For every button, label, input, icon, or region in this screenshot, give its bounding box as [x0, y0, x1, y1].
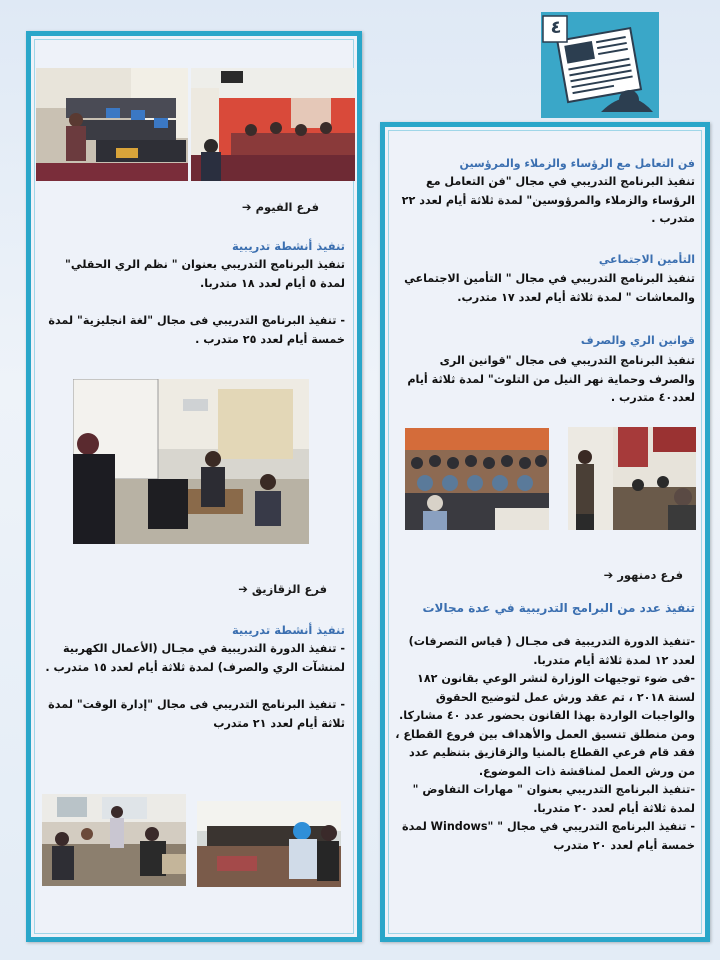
page-number: ٤: [550, 17, 562, 38]
photo-trainer: [568, 427, 696, 530]
photo-audience: [405, 428, 549, 530]
damanhour-title: فرع دمنهور: [617, 568, 683, 582]
newspaper-icon: [541, 12, 659, 118]
section1-body: تنفيذ البرنامج التدريبي في مجال "فن التعامل مع الرؤساء والزملاء والمرؤوسين" لمدة ثلاثة أيام لعدد ٢٢ متدرب .: [401, 175, 695, 225]
section3-body: تنفيذ البرنامج التدريبي فى مجال "قوانين الرى والصرف وحماية نهر النيل من التلوث" لمدة ثلاثة أيام لعدد٤٠ متدرب .: [407, 354, 695, 404]
zagazig-title-row: [238, 582, 327, 596]
section3-title: قوانين الري والصرف: [580, 334, 695, 347]
arrow-left-icon: ➔: [603, 568, 614, 582]
arrow-left-icon: ➔: [241, 200, 252, 214]
photo-lecture: [73, 379, 309, 544]
right-panel: [380, 122, 710, 942]
section2-title: التأمين الاجتماعي: [598, 253, 695, 266]
zagazig-paragraph-1: - تنفيذ الدورة التدريبية في مجـال (الأعمال الكهربية لمنشآت الري والصرف) لمدة ثلاثة أيام لعدد ١٥ متدرب .: [45, 642, 345, 674]
damanhour-body: -تنفيذ الدورة التدريبية فى مجـال ( قياس التصرفات) لعدد ١٢ لمدة ثلاثة أيام متدربا. -فى ضوء توجيهات الوزارة لنشر الوعي بقانون ١٨٢ لسنة ٢٠١٨ ، تم عقد ورش عمل لتوضيح الحقوق والواجبات الواردة بهذا القانون بحضور عدد ٤٠ مشاركا. ومن منطلق تنسيق العمل والأهداف بين فروع القطاع ، فقد قام فرعي القطاع بالمنيا والزقازيق بتنظيم عدد من ورش العمل لمناقشة ذات الموضوع. -تنفيذ البرنامج التدريبي بعنوان " مهارات التفاوض " لمدة ثلاثة أيام لعدد ٢٠ متدربا. - تنفيذ البرنامج التدريبي في مجال " "Windows لمدة خمسة أيام لعدد ٢٠ متدرب: [395, 635, 695, 852]
photo-workshop-2: [197, 801, 341, 887]
arrow-left-icon: ➔: [238, 582, 248, 596]
fayoum-title-row: [242, 200, 319, 214]
fayoum-title: فرع الفيوم: [255, 200, 319, 214]
zagazig-subtitle: تنفيذ أنشطة تدريبية: [231, 623, 345, 637]
fayoum-subtitle: تنفيذ أنشطة تدريبية: [231, 239, 345, 253]
zagazig-title: فرع الزقازيق: [251, 582, 327, 596]
photo-computer-lab: [36, 68, 188, 181]
damanhour-title-row: [604, 568, 683, 582]
section1-title: فن التعامل مع الرؤساء والزملاء والمرؤسين: [459, 157, 695, 170]
damanhour-subtitle: تنفيذ عدد من البرامج التدريبية في عدة مجالات: [422, 601, 695, 615]
photo-workshop-1: [42, 794, 186, 886]
photo-training-room: [191, 68, 355, 181]
left-panel: [26, 31, 362, 942]
section2-body: تنفيذ البرنامج التدريبي في مجال " التأمين الاجتماعي والمعاشات " لمدة ثلاثة أيام لعدد ١٧ متدرب.: [404, 272, 695, 304]
zagazig-paragraph-2: - تنفيذ البرنامج التدريبي فى مجال "إدارة الوقت" لمدة ثلاثة أيام لعدد ٢١ متدرب: [48, 698, 345, 730]
fayoum-paragraph-1: تنفيذ البرنامج التدريبي بعنوان " نظم الري الحقلي" لمدة ٥ أيام لعدد ١٨ متدربا.: [65, 258, 345, 290]
fayoum-paragraph-2: - تنفيذ البرنامج التدريبي فى مجال "لغة انجليزية" لمدة خمسة أيام لعدد ٢٥ متدرب .: [48, 314, 345, 346]
